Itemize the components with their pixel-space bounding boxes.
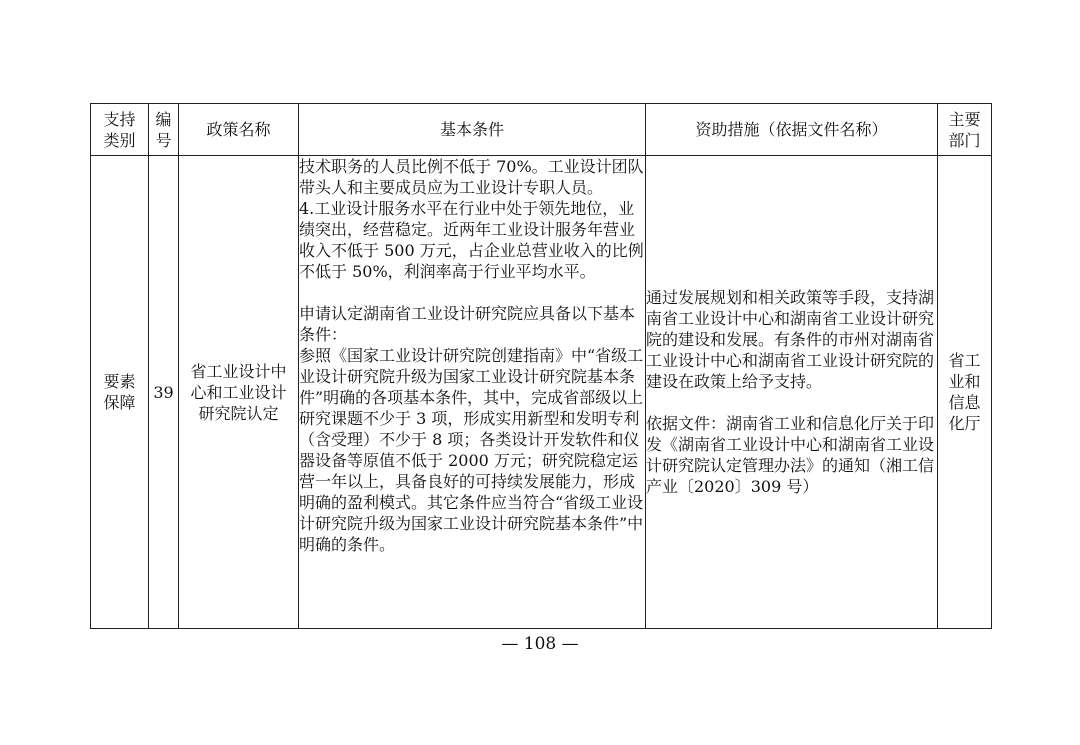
table-header-row — [91, 104, 992, 156]
header-conditions: 基本条件 — [299, 104, 646, 156]
policy-table — [90, 103, 992, 629]
header-measures: 资助措施（依据文件名称） — [646, 104, 938, 156]
page-number: — 108 — — [501, 634, 579, 654]
conditions-paragraph-1: 技术职务的人员比例不低于 70%。工业设计团队带头人和主要成员应为工业设计专职人员。 4.工业设计服务水平在行业中处于领先地位，业绩突出，经营稳定。近两年工业设计服务年营业收入不低于 500 万元，占企业总营业收入的比例不低于 50%，利润率高于行业平均水平。 — [299, 157, 644, 281]
header-category: 支持 类别 — [91, 104, 149, 156]
header-policy-name: 政策名称 — [179, 104, 299, 156]
cell-category: 要素 保障 — [91, 156, 149, 629]
paragraph-gap — [646, 392, 937, 413]
cell-conditions — [299, 156, 646, 629]
measures-paragraph-2: 依据文件：湖南省工业和信息化厅关于印发《湖南省工业设计中心和湖南省工业设计研究院认定管理办法》的通知（湘工信产业〔2020〕309 号） — [646, 414, 935, 496]
table-row — [91, 156, 992, 629]
cell-measures — [646, 156, 938, 629]
cell-department: 省工 业和 信息 化厅 — [938, 156, 992, 629]
header-department: 主要 部门 — [938, 104, 992, 156]
paragraph-gap — [299, 282, 645, 303]
header-number: 编 号 — [149, 104, 179, 156]
cell-number: 39 — [149, 156, 179, 629]
measures-paragraph-1: 通过发展规划和相关政策等手段，支持湖南省工业设计中心和湖南省工业设计研究院的建设和发展。有条件的市州对湖南省工业设计中心和湖南省工业设计研究院的建设在政策上给予支持。 — [646, 288, 935, 391]
conditions-paragraph-2: 申请认定湖南省工业设计研究院应具备以下基本条件： 参照《国家工业设计研究院创建指南》中“省级工业设计研究院升级为国家工业设计研究院基本条件”明确的各项基本条件，其中，完成省部级以上研究课题不少于 3 项，形成实用新型和发明专利（含受理）不少于 8 项；各类设计开发软件和仪器设备等原值不低于 2000 万元；研究院稳定运营一年以上，具备良好的可持续发展能力，形成明确的盈利模式。其它条件应当符合“省级工业设计研究院升级为国家工业设计研究院基本条件”中明确的条件。 — [299, 304, 644, 554]
cell-policy-name: 省工业设计中 心和工业设计 研究院认定 — [179, 156, 299, 629]
